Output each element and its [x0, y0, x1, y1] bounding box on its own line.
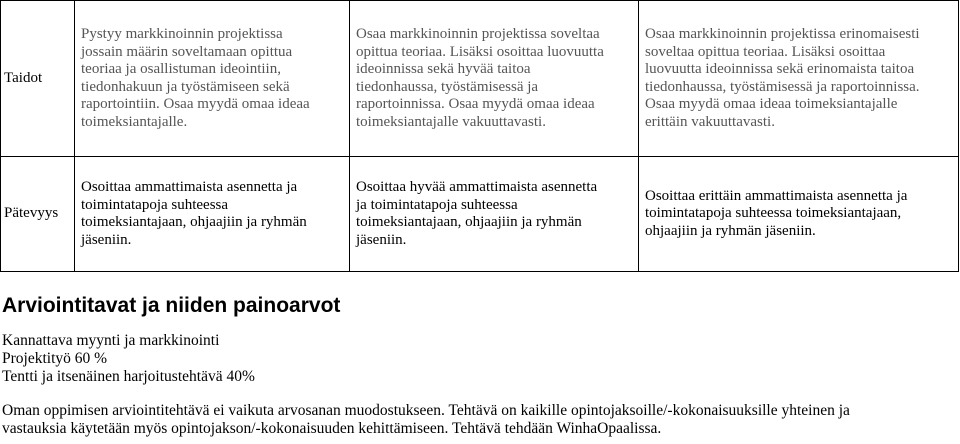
cell-line: Osoittaa ammattimaista asennetta ja — [81, 179, 298, 195]
criteria-cell-taidot-2 — [350, 1, 639, 157]
course-name: Kannattava myynti ja markkinointi — [2, 332, 220, 349]
table-row-taidot — [1, 1, 959, 157]
cell-line: opittua teoriaa. Lisäksi osoittaa luovuutta — [356, 43, 604, 60]
criteria-cell-taidot-3 — [639, 1, 959, 157]
cell-line: raportointiin. Osaa myydä omaa ideaa — [81, 96, 310, 112]
cell-line: jossain määrin soveltamaan opittua — [81, 43, 293, 60]
cell-line: Osaa markkinoinnin projektissa erinomaisesti — [645, 26, 920, 42]
cell-line: toimeksiantajalle. — [81, 113, 188, 130]
cell-line: tiedonhakuun ja työstämiseen sekä — [81, 78, 290, 95]
cell-line: Osaa markkinoinnin projektissa soveltaa — [356, 26, 600, 42]
row-label-patevyys — [1, 157, 75, 272]
cell-line: ja toimintatapoja suhteessa — [356, 196, 518, 213]
note-line-2: vastauksia käytetään myös opintojakson/-kokonaisuuden kehittämiseen. Tehtävä tehdään WinhaOpaalissa. — [2, 420, 662, 438]
criteria-cell-taidot-1 — [75, 1, 350, 157]
criteria-cell-patevyys-3 — [639, 157, 959, 272]
cell-line: luovuutta ideoinnissa sekä erinomaista taitoa — [645, 61, 915, 77]
cell-line: soveltaa opittua teoriaa. Lisäksi osoittaa — [645, 43, 886, 60]
cell-line: toimeksiantajaan, ohjaajiin ja ryhmän — [81, 214, 307, 230]
row-label-text: Pätevyys — [4, 205, 59, 222]
criteria-cell-patevyys-2 — [350, 157, 639, 272]
section-heading: Arviointitavat ja niiden painoarvot — [2, 294, 341, 317]
cell-line: toimeksiantajalle vakuuttavasti. — [356, 113, 546, 130]
cell-line: teoriaa ja osallistuman ideointiin, — [81, 61, 281, 77]
criteria-cell-patevyys-1 — [75, 157, 350, 272]
cell-line: Osoittaa hyvää ammattimaista asennetta — [356, 179, 598, 195]
row-label-text: Taidot — [4, 69, 43, 86]
self-assessment-note — [2, 402, 952, 438]
table-row-patevyys — [1, 157, 959, 272]
cell-line: toimintatapoja suhteessa — [81, 196, 229, 213]
cell-line: Pystyy markkinoinnin projektissa — [81, 26, 283, 42]
cell-line: tiedonhaussa, työstämisessä ja raportoinnissa. — [645, 78, 920, 95]
cell-line: Osoittaa erittäin ammattimaista asennetta ja — [645, 187, 908, 204]
cell-line: Osaa myydä omaa ideaa toimeksiantajalle — [645, 96, 898, 112]
row-label-taidot — [1, 1, 75, 157]
cell-line: jäseniin. — [81, 231, 132, 248]
weight-exam: Tentti ja itsenäinen harjoitustehtävä 40% — [2, 367, 255, 385]
cell-line: toimeksiantajaan, ohjaajiin ja ryhmän — [356, 214, 582, 230]
weight-project: Projektityö 60 % — [2, 349, 108, 367]
cell-line: erittäin vakuuttavasti. — [645, 113, 775, 130]
assessment-methods-section — [2, 293, 952, 438]
cell-line: ideoinnissa sekä hyvää taitoa — [356, 61, 531, 77]
cell-line: ohjaajiin ja ryhmän jäseniin. — [645, 222, 816, 239]
cell-line: toimintatapoja suhteessa toimeksiantajaan, — [645, 205, 902, 222]
cell-line: jäseniin. — [356, 231, 407, 248]
cell-line: raportoinnissa. Osaa myydä omaa ideaa — [356, 96, 595, 112]
cell-line: tiedonhaussa, työstämisessä ja — [356, 78, 539, 95]
note-line-1: Oman oppimisen arviointitehtävä ei vaikuta arvosanan muodostukseen. Tehtävä on kaikille opintojaksoille/-kokonaisuuksille yhteinen ja — [2, 402, 850, 420]
